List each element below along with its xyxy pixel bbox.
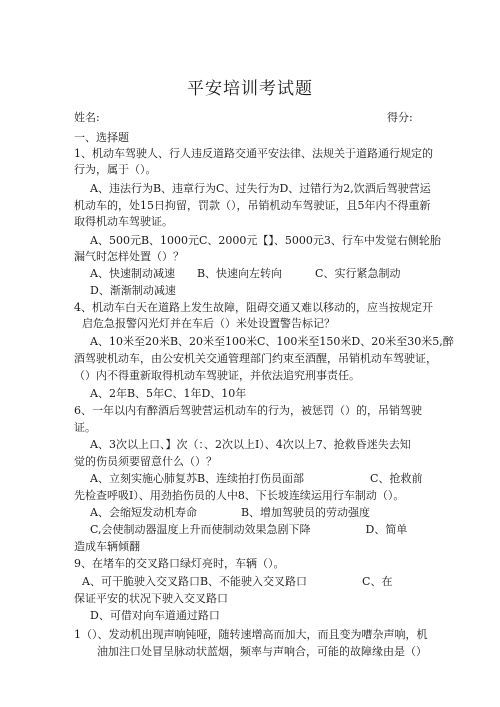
question-1-line-2: 行为，属于（）。 (74, 163, 157, 176)
question-4-line-1: 4、机动车白天在道路上发生故障，阻碍交通又难以移动的，应当按规定开 (74, 301, 433, 314)
question-6-line-1: 6、一年以内有醉酒后驾驶营运机动车的行为，被惩罚（）的，吊销驾驶 (74, 404, 422, 417)
question-2-line-2: 取得机动车驾驶证。 (74, 215, 173, 228)
question-4-options: A、10米至20米B、20米至100米C、100米至150米D、20米至30米5,醉 (90, 335, 454, 348)
question-6-options: A、3次以上口、】次（：、2次以上I）、4次以上7、抢救昏迷失去知 (90, 438, 411, 451)
question-3-options-2: D、渐渐制动减速 (90, 284, 176, 297)
question-9-options-2: 保证平安的状况下驶入交叉路口 (74, 592, 228, 605)
section-heading: 一、选择题 (74, 131, 129, 144)
question-1-line-1: 1、机动车驾驶人、行人违反道路交通平安法律、法规关于道路通行规定的 (74, 147, 433, 160)
question-4-line-2: 启危急报警闪光灯并在车后（）米处设置警告标记？ (82, 317, 335, 330)
name-label: 姓名: (74, 111, 100, 124)
question-3-options-1: A、快速制动减速 B、快速向左转向 C、实行紧急制动 (90, 267, 401, 280)
question-2-options: A、500元B、1000元C、2000元【】、5000元3、行车中发觉右侧轮胎 (90, 234, 441, 247)
question-2-line-1: 机动车的，处15日拘留，罚款（），吊销机动车驾驶证，且5年内不得重新 (74, 199, 431, 212)
question-5-line-1: 酒驾驶机动车，由公安机关交通管理部门约束至酒醒，吊销机动车驾驶证， (74, 352, 437, 365)
question-1-options: A、违法行为B、违章行为C、过失行为D、过错行为2,饮酒后驾驶营运 (90, 182, 431, 195)
question-9-options-3: D、可借对向车道通过路口 (90, 609, 220, 622)
question-7-options-2: 先检查呼吸I）、用劲掐伤员的人中8、下长坡连续运用行车制动（）。 (74, 489, 405, 502)
question-5-options: A、2年B、5年C、1年D、10年 (90, 387, 247, 400)
question-9-line-1: 9、在堵车的交叉路口绿灯亮时，车辆（）。 (74, 557, 285, 570)
question-10-line-1: 1（）、发动机出现声响钝哑，随转速增高而加大，而且变为嘈杂声响，机 (74, 628, 428, 641)
question-9-options-1: A、可干脆驶入交叉路口B、不能驶入交叉路口 C、在 (82, 575, 393, 588)
question-5-line-2: （）内不得重新取得机动车驾驶证，并依法追究刑事责任。 (74, 369, 360, 382)
question-7-line-2: 觉的伤员须要留意什么（）？ (74, 455, 217, 468)
question-8-options-2: C,会使制动器温度上升而使制动效果急剧下降 D、简单 (90, 523, 408, 536)
question-6-line-2: 证。 (74, 421, 96, 434)
page-title: 平安培训考试题 (187, 79, 313, 99)
question-7-options-1: A、立刻实施心肺复苏B、连续拍打伤员面部 C、抢救前 (90, 472, 423, 485)
question-8-options-3: 造成车辆倾翻 (74, 540, 140, 553)
question-3-line-2: 漏气时怎样处置（）？ (74, 250, 184, 263)
question-8-options-1: A、会缩短发动机寿命 B、增加驾驶员的劳动强度 (90, 506, 371, 519)
score-label: 得分: (387, 111, 413, 124)
question-10-line-2: 油加注口处冒呈脉动状蓝烟，频率与声响合，可能的故障缘由是（） (97, 645, 427, 658)
